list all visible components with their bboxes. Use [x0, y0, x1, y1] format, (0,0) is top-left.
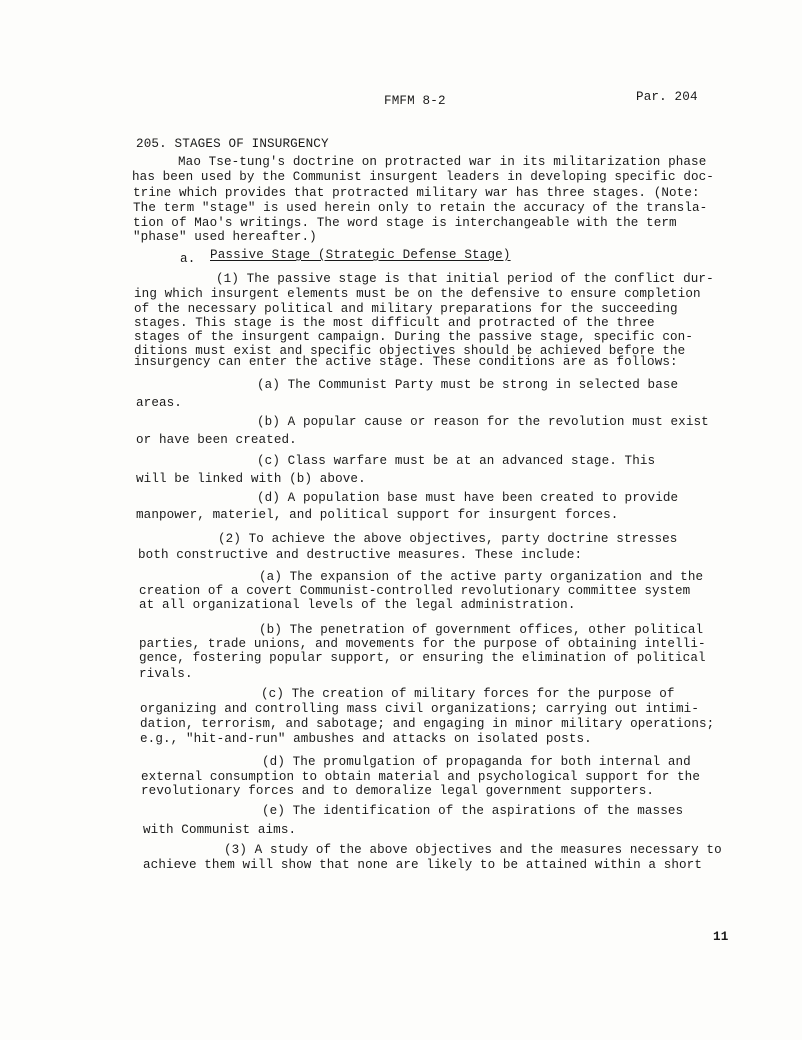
measure-item: organizing and controlling mass civil organizations; carrying out intimi-	[140, 702, 699, 716]
paragraph-1-line: insurgency can enter the active stage. These conditions are as follows:	[134, 355, 678, 369]
measure-item: at all organizational levels of the legal administration.	[139, 598, 576, 612]
intro-line: Mao Tse-tung's doctrine on protracted war in its militarization phase	[178, 155, 707, 169]
condition-item: (b) A popular cause or reason for the revolution must exist	[257, 415, 709, 429]
paragraph-1-line: of the necessary political and military preparations for the succeeding	[134, 302, 678, 316]
subsection-title: Passive Stage (Strategic Defense Stage)	[210, 248, 511, 262]
condition-item: (a) The Communist Party must be strong in selected base	[257, 378, 679, 392]
measure-item: creation of a covert Communist-controlled revolutionary committee system	[139, 584, 691, 598]
measure-item: external consumption to obtain material and psychological support for the	[141, 770, 700, 784]
measure-item: rivals.	[139, 667, 193, 681]
condition-item: areas.	[136, 396, 182, 410]
section-title: 205. STAGES OF INSURGENCY	[136, 137, 329, 151]
intro-line: has been used by the Communist insurgent leaders in developing specific doc-	[132, 170, 714, 184]
measure-item: revolutionary forces and to demoralize legal government supporters.	[141, 784, 655, 798]
measure-item: (b) The penetration of government offices, other political	[259, 623, 704, 637]
measure-item: (a) The expansion of the active party organization and the	[259, 570, 704, 584]
paragraph-2-line: (2) To achieve the above objectives, party doctrine stresses	[218, 532, 678, 546]
measure-item: with Communist aims.	[143, 823, 297, 837]
paragraph-reference: Par. 204	[636, 90, 698, 104]
paragraph-2-line: both constructive and destructive measures. These include:	[138, 548, 583, 562]
paragraph-1-line: ditions must exist and specific objectives should be achieved before the	[134, 344, 686, 358]
paragraph-3-line: achieve them will show that none are likely to be attained within a short	[143, 858, 702, 872]
paragraph-1-line: stages. This stage is the most difficult and protracted of the three	[134, 316, 655, 330]
measure-item: parties, trade unions, and movements for the purpose of obtaining intelli-	[139, 637, 706, 651]
measure-item: gence, fostering popular support, or ensuring the elimination of political	[139, 651, 706, 665]
measure-item: e.g., "hit-and-run" ambushes and attacks on isolated posts.	[140, 732, 592, 746]
measure-item: (e) The identification of the aspirations of the masses	[262, 804, 684, 818]
condition-item: (c) Class warfare must be at an advanced stage. This	[257, 454, 656, 468]
page-number: 11	[713, 930, 729, 944]
measure-item: (d) The promulgation of propaganda for both internal and	[262, 755, 691, 769]
condition-item: or have been created.	[136, 433, 297, 447]
intro-line: "phase" used hereafter.)	[133, 230, 317, 244]
subsection-label: a.	[180, 252, 196, 266]
paragraph-1-line: ing which insurgent elements must be on the defensive to ensure completion	[134, 287, 701, 301]
intro-line: trine which provides that protracted military war has three stages. (Note:	[133, 186, 700, 200]
paragraph-1-line: stages of the insurgent campaign. During the passive stage, specific con-	[134, 330, 693, 344]
measure-item: (c) The creation of military forces for the purpose of	[261, 687, 675, 701]
paragraph-3-line: (3) A study of the above objectives and the measures necessary to	[224, 843, 722, 857]
paragraph-1-line: (1) The passive stage is that initial period of the conflict dur-	[216, 272, 714, 286]
intro-line: The term "stage" is used herein only to retain the accuracy of the transla-	[133, 201, 708, 215]
measure-item: dation, terrorism, and sabotage; and engaging in minor military operations;	[140, 717, 715, 731]
condition-item: (d) A population base must have been created to provide	[257, 491, 679, 505]
condition-item: manpower, materiel, and political support for insurgent forces.	[136, 508, 619, 522]
document-id: FMFM 8-2	[384, 94, 446, 108]
intro-line: tion of Mao's writings. The word stage is interchangeable with the term	[133, 216, 677, 230]
condition-item: will be linked with (b) above.	[136, 472, 366, 486]
